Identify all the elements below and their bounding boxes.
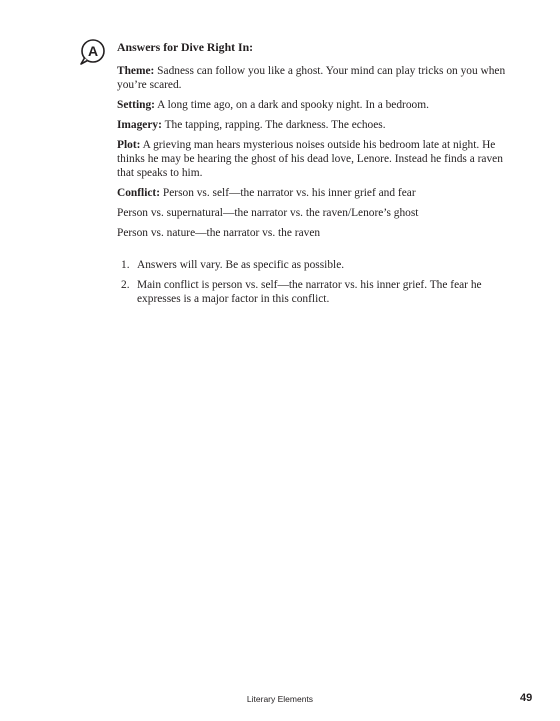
conflict-text: Person vs. self—the narrator vs. his inner grief and fear — [160, 187, 416, 199]
page-number: 49 — [520, 692, 533, 704]
conflict-supernatural-line — [117, 206, 509, 220]
imagery-term: Imagery: — [117, 119, 162, 131]
plot-term: Plot: — [117, 139, 141, 151]
imagery-text: The tapping, rapping. The darkness. The echoes. — [161, 119, 386, 131]
list-item-text: Main conflict is person vs. self—the narrator vs. his inner grief. The fear he expresses is a major factor in this conflict. — [137, 279, 482, 305]
list-item-number: 2. — [121, 279, 130, 291]
list-item-number: 1. — [121, 259, 130, 271]
setting-term: Setting: — [117, 99, 155, 111]
list-item — [121, 258, 509, 272]
numbered-answers — [121, 258, 509, 312]
list-item-text: Answers will vary. Be as specific as possible. — [137, 259, 345, 271]
theme-term: Theme: — [117, 65, 155, 77]
plot-text: A grieving man hears mysterious noises outside his bedroom late at night. He thinks he may be hearing the ghost of his dead love, Lenore. Instead he finds a raven that speaks to him. — [117, 139, 503, 179]
footer-title: Literary Elements — [246, 694, 314, 704]
list-item — [121, 278, 509, 306]
section-heading: Answers for Dive Right In: — [117, 40, 254, 54]
conflict-term: Conflict: — [117, 187, 161, 199]
setting-text: A long time ago, on a dark and spooky night. In a bedroom. — [154, 99, 429, 111]
answers-section — [117, 40, 509, 246]
plot-paragraph — [117, 138, 509, 180]
imagery-paragraph — [117, 118, 509, 132]
conflict-paragraph — [117, 186, 509, 200]
conflict-nature-text: Person vs. nature—the narrator vs. the raven — [117, 227, 321, 239]
conflict-nature-line — [117, 226, 509, 240]
conflict-supernatural-text: Person vs. supernatural—the narrator vs. the raven/Lenore’s ghost — [117, 207, 419, 219]
setting-paragraph — [117, 98, 509, 112]
answer-key-icon — [78, 37, 108, 67]
theme-text: Sadness can follow you like a ghost. Your mind can play tricks on you when you’re scared. — [117, 65, 506, 91]
theme-paragraph — [117, 64, 509, 92]
badge-letter: A — [87, 43, 99, 59]
